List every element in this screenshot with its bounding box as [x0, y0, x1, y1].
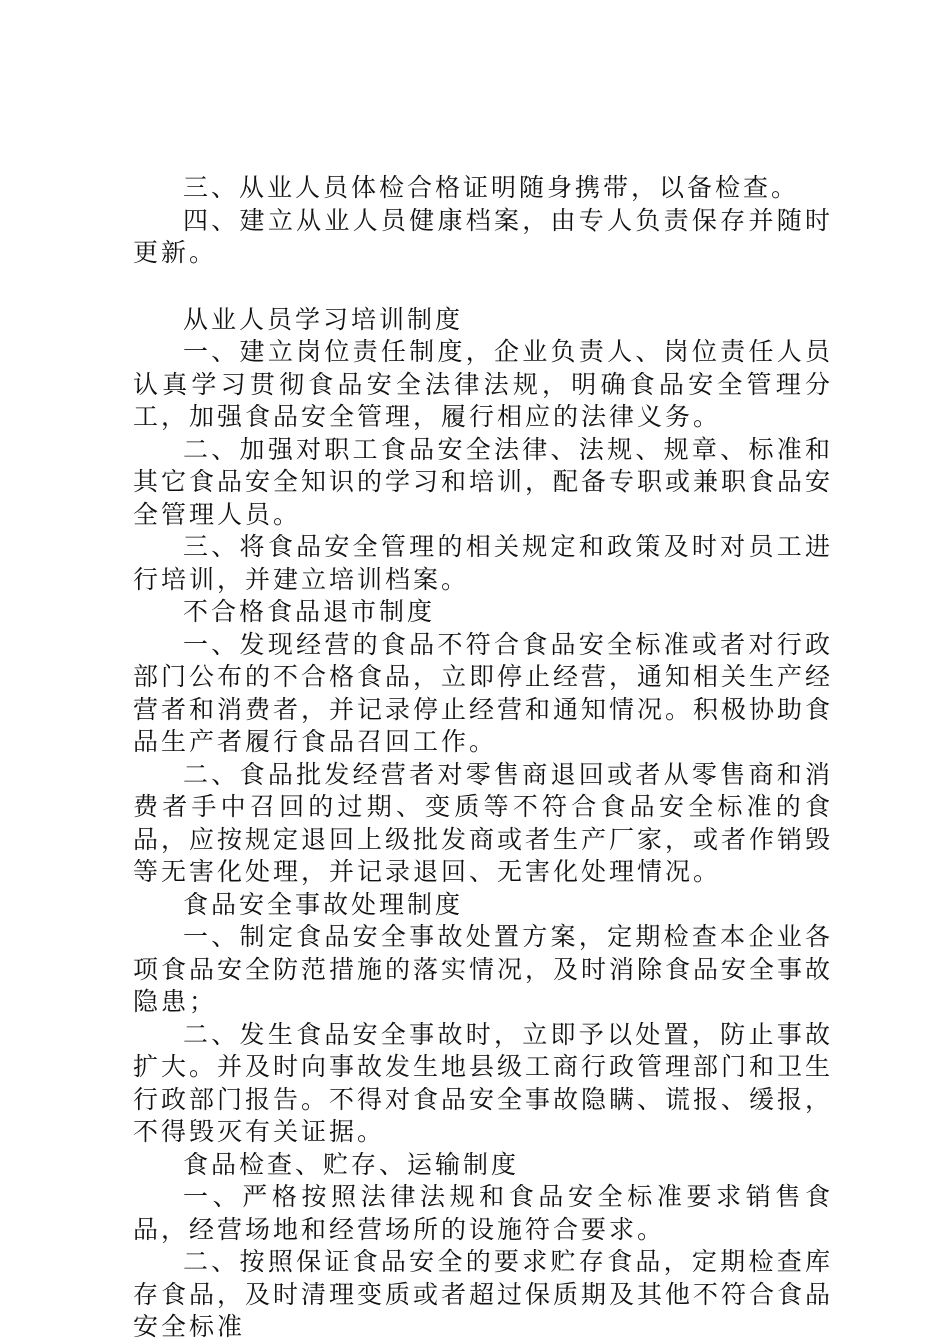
section-heading-training: 从业人员学习培训制度	[183, 304, 464, 334]
paragraph-recall-2: 二、食品批发经营者对零售商退回或者从零售商和消费者手中召回的过期、变质等不符合食品安全标准的食品，应按规定退回上级批发商或者生产厂家，或者作销毁等无害化处理，并记录退回、无害化处理情况。	[133, 759, 834, 886]
paragraph-health-records: 四、建立从业人员健康档案，由专人负责保存并随时更新。	[133, 205, 833, 267]
section-heading-recall: 不合格食品退市制度	[183, 597, 436, 626]
paragraph-training-3: 三、将食品安全管理的相关规定和政策及时对员工进行培训，并建立培训档案。	[133, 532, 833, 594]
paragraph-training-1: 一、建立岗位责任制度，企业负责人、岗位责任人员认真学习贯彻食品安全法律法规，明确食品安全管理分工，加强食品安全管理，履行相应的法律义务。	[133, 337, 833, 431]
paragraph-incident-1: 一、制定食品安全事故处置方案，定期检查本企业各项食品安全防范措施的落实情况，及时消除食品安全事故隐患；	[133, 922, 834, 1016]
paragraph-incident-2: 二、发生食品安全事故时，立即予以处置，防止事故扩大。并及时向事故发生地县级工商行政管理部门和卫生行政部门报告。不得对食品安全事故隐瞒、谎报、缓报，不得毁灭有关证据。	[133, 1019, 834, 1146]
section-heading-incident: 食品安全事故处理制度	[183, 889, 464, 919]
paragraph-recall-1: 一、发现经营的食品不符合食品安全标准或者对行政部门公布的不合格食品，立即停止经营，通知相关生产经营者和消费者，并记录停止经营和通知情况。积极协助食品生产者履行食品召回工作。	[133, 629, 834, 756]
paragraph-health-cert: 三、从业人员体检合格证明随身携带，以备检查。	[183, 173, 800, 202]
paragraph-storage-2: 二、按照保证食品安全的要求贮存食品，定期检查库存食品，及时清理变质或者超过保质期及其他不符合食品安全标准	[133, 1247, 834, 1341]
paragraph-storage-1: 一、严格按照法律法规和食品安全标准要求销售食品，经营场地和经营场所的设施符合要求。	[133, 1182, 833, 1244]
section-heading-storage: 食品检查、贮存、运输制度	[183, 1149, 520, 1179]
document-body	[133, 172, 833, 1344]
paragraph-training-2: 二、加强对职工食品安全法律、法规、规章、标准和其它食品安全知识的学习和培训，配备专职或兼职食品安全管理人员。	[133, 434, 834, 529]
